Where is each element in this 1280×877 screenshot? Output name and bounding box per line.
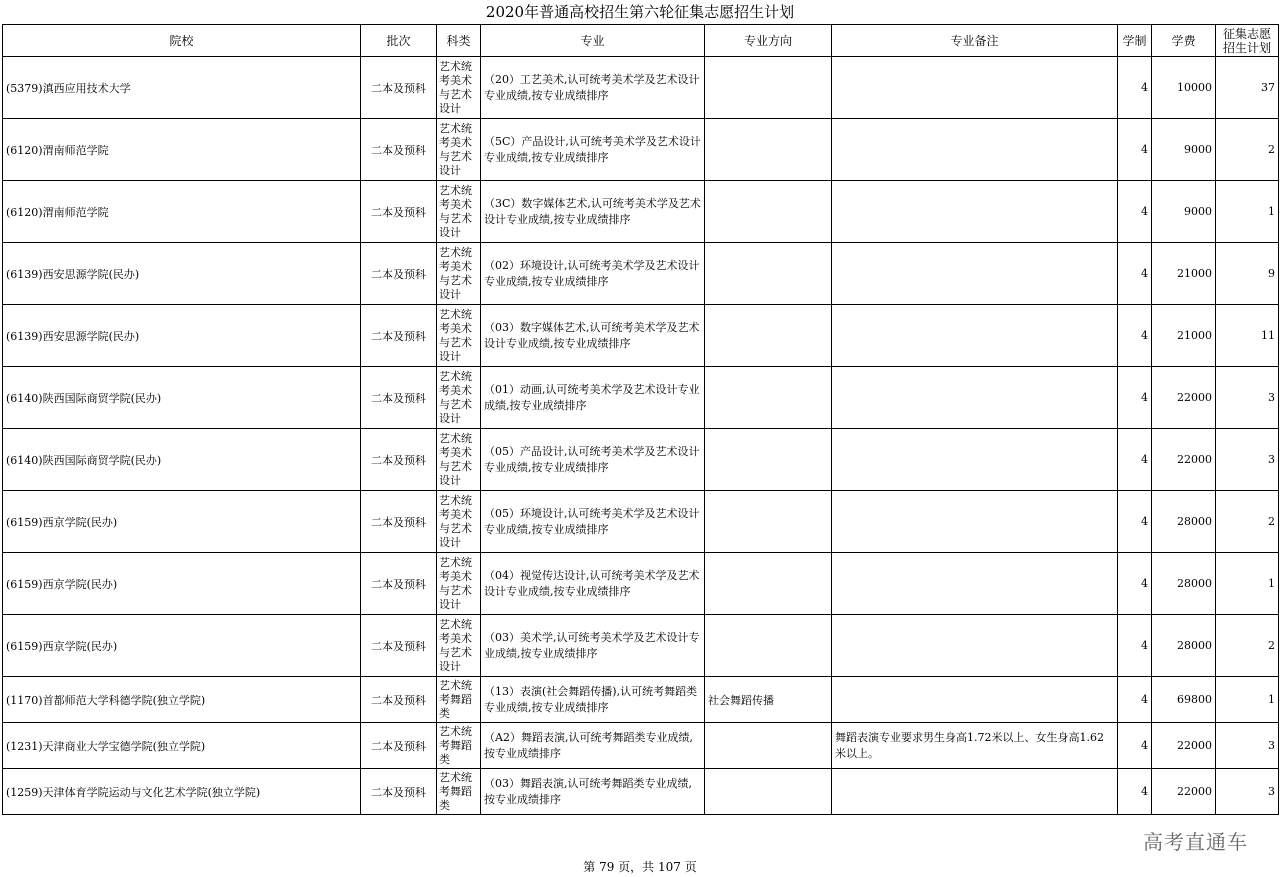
category-cell: 艺术统考美术与艺术设计 (437, 305, 481, 367)
plan-cell: 2 (1216, 615, 1279, 677)
header-category: 科类 (437, 25, 481, 57)
table-row (3, 677, 1279, 723)
major-cell: （05）产品设计,认可统考美术学及艺术设计专业成绩,按专业成绩排序 (481, 429, 705, 491)
category-cell: 艺术统考舞蹈类 (437, 769, 481, 815)
years-cell: 4 (1118, 367, 1152, 429)
major-cell: （13）表演(社会舞蹈传播),认可统考舞蹈类专业成绩,按专业成绩排序 (481, 677, 705, 723)
plan-cell: 1 (1216, 553, 1279, 615)
fee-cell: 22000 (1152, 769, 1216, 815)
plan-cell: 3 (1216, 723, 1279, 769)
batch-cell: 二本及预科 (361, 57, 437, 119)
fee-cell: 21000 (1152, 305, 1216, 367)
plan-cell: 3 (1216, 367, 1279, 429)
header-plan: 征集志愿招生计划 (1216, 25, 1279, 57)
batch-cell: 二本及预科 (361, 429, 437, 491)
major-cell: （05）环境设计,认可统考美术学及艺术设计专业成绩,按专业成绩排序 (481, 491, 705, 553)
direction-cell (705, 367, 832, 429)
years-cell: 4 (1118, 491, 1152, 553)
note-cell (832, 429, 1118, 491)
plan-cell: 1 (1216, 677, 1279, 723)
major-cell: （A2）舞蹈表演,认可统考舞蹈类专业成绩,按专业成绩排序 (481, 723, 705, 769)
note-cell (832, 553, 1118, 615)
category-cell: 艺术统考美术与艺术设计 (437, 181, 481, 243)
fee-cell: 21000 (1152, 243, 1216, 305)
school-cell: (6159)西京学院(民办) (3, 615, 361, 677)
major-cell: （5C）产品设计,认可统考美术学及艺术设计专业成绩,按专业成绩排序 (481, 119, 705, 181)
category-cell: 艺术统考舞蹈类 (437, 723, 481, 769)
direction-cell (705, 723, 832, 769)
years-cell: 4 (1118, 57, 1152, 119)
header-major: 专业 (481, 25, 705, 57)
page-footer: 第 79 页，共 107 页 (583, 860, 697, 874)
table-row (3, 119, 1279, 181)
years-cell: 4 (1118, 181, 1152, 243)
category-cell: 艺术统考美术与艺术设计 (437, 243, 481, 305)
watermark: 高考直通车 (1143, 830, 1248, 854)
table-body (3, 57, 1279, 815)
note-cell (832, 677, 1118, 723)
note-cell (832, 57, 1118, 119)
fee-cell: 22000 (1152, 367, 1216, 429)
school-cell: (1231)天津商业大学宝德学院(独立学院) (3, 723, 361, 769)
direction-cell (705, 57, 832, 119)
years-cell: 4 (1118, 769, 1152, 815)
table-row (3, 429, 1279, 491)
years-cell: 4 (1118, 119, 1152, 181)
plan-cell: 2 (1216, 119, 1279, 181)
header-direction: 专业方向 (705, 25, 832, 57)
plan-cell: 1 (1216, 181, 1279, 243)
note-cell (832, 181, 1118, 243)
table-row (3, 615, 1279, 677)
batch-cell: 二本及预科 (361, 305, 437, 367)
table-row (3, 57, 1279, 119)
page-title: 2020年普通高校招生第六轮征集志愿招生计划 (485, 3, 795, 21)
batch-cell: 二本及预科 (361, 243, 437, 305)
batch-cell: 二本及预科 (361, 553, 437, 615)
school-cell: (6140)陕西国际商贸学院(民办) (3, 367, 361, 429)
school-cell: (6140)陕西国际商贸学院(民办) (3, 429, 361, 491)
school-cell: (6139)西安思源学院(民办) (3, 305, 361, 367)
fee-cell: 69800 (1152, 677, 1216, 723)
admission-plan-table (2, 24, 1279, 815)
major-cell: （20）工艺美术,认可统考美术学及艺术设计专业成绩,按专业成绩排序 (481, 57, 705, 119)
batch-cell: 二本及预科 (361, 615, 437, 677)
major-cell: （03）舞蹈表演,认可统考舞蹈类专业成绩,按专业成绩排序 (481, 769, 705, 815)
school-cell: (6159)西京学院(民办) (3, 553, 361, 615)
header-fee: 学费 (1152, 25, 1216, 57)
plan-cell: 3 (1216, 769, 1279, 815)
years-cell: 4 (1118, 677, 1152, 723)
direction-cell (705, 553, 832, 615)
batch-cell: 二本及预科 (361, 181, 437, 243)
direction-cell: 社会舞蹈传播 (705, 677, 832, 723)
direction-cell (705, 119, 832, 181)
direction-cell (705, 429, 832, 491)
direction-cell (705, 615, 832, 677)
note-cell (832, 615, 1118, 677)
batch-cell: 二本及预科 (361, 119, 437, 181)
direction-cell (705, 491, 832, 553)
plan-cell: 11 (1216, 305, 1279, 367)
table-row (3, 769, 1279, 815)
fee-cell: 9000 (1152, 181, 1216, 243)
school-cell: (1170)首都师范大学科德学院(独立学院) (3, 677, 361, 723)
plan-cell: 9 (1216, 243, 1279, 305)
note-cell (832, 243, 1118, 305)
school-cell: (6120)渭南师范学院 (3, 181, 361, 243)
note-cell (832, 305, 1118, 367)
years-cell: 4 (1118, 429, 1152, 491)
years-cell: 4 (1118, 243, 1152, 305)
header-batch: 批次 (361, 25, 437, 57)
years-cell: 4 (1118, 615, 1152, 677)
direction-cell (705, 769, 832, 815)
major-cell: （03）数字媒体艺术,认可统考美术学及艺术设计专业成绩,按专业成绩排序 (481, 305, 705, 367)
category-cell: 艺术统考美术与艺术设计 (437, 57, 481, 119)
category-cell: 艺术统考舞蹈类 (437, 677, 481, 723)
header-years: 学制 (1118, 25, 1152, 57)
major-cell: （03）美术学,认可统考美术学及艺术设计专业成绩,按专业成绩排序 (481, 615, 705, 677)
batch-cell: 二本及预科 (361, 677, 437, 723)
batch-cell: 二本及预科 (361, 491, 437, 553)
years-cell: 4 (1118, 553, 1152, 615)
note-cell (832, 119, 1118, 181)
plan-cell: 37 (1216, 57, 1279, 119)
direction-cell (705, 243, 832, 305)
plan-cell: 3 (1216, 429, 1279, 491)
note-cell (832, 491, 1118, 553)
batch-cell: 二本及预科 (361, 367, 437, 429)
table-row (3, 305, 1279, 367)
category-cell: 艺术统考美术与艺术设计 (437, 119, 481, 181)
table-row (3, 553, 1279, 615)
category-cell: 艺术统考美术与艺术设计 (437, 491, 481, 553)
batch-cell: 二本及预科 (361, 769, 437, 815)
fee-cell: 28000 (1152, 553, 1216, 615)
header-note: 专业备注 (832, 25, 1118, 57)
note-cell (832, 367, 1118, 429)
table-row (3, 181, 1279, 243)
category-cell: 艺术统考美术与艺术设计 (437, 553, 481, 615)
years-cell: 4 (1118, 723, 1152, 769)
major-cell: （01）动画,认可统考美术学及艺术设计专业成绩,按专业成绩排序 (481, 367, 705, 429)
school-cell: (5379)滇西应用技术大学 (3, 57, 361, 119)
major-cell: （3C）数字媒体艺术,认可统考美术学及艺术设计专业成绩,按专业成绩排序 (481, 181, 705, 243)
direction-cell (705, 181, 832, 243)
category-cell: 艺术统考美术与艺术设计 (437, 429, 481, 491)
header-school: 院校 (3, 25, 361, 57)
years-cell: 4 (1118, 305, 1152, 367)
school-cell: (6159)西京学院(民办) (3, 491, 361, 553)
fee-cell: 22000 (1152, 429, 1216, 491)
school-cell: (6120)渭南师范学院 (3, 119, 361, 181)
fee-cell: 28000 (1152, 491, 1216, 553)
header-row (3, 25, 1279, 57)
table-row (3, 367, 1279, 429)
direction-cell (705, 305, 832, 367)
major-cell: （02）环境设计,认可统考美术学及艺术设计专业成绩,按专业成绩排序 (481, 243, 705, 305)
table-row (3, 491, 1279, 553)
school-cell: (1259)天津体育学院运动与文化艺术学院(独立学院) (3, 769, 361, 815)
batch-cell: 二本及预科 (361, 723, 437, 769)
table-row (3, 723, 1279, 769)
fee-cell: 28000 (1152, 615, 1216, 677)
plan-cell: 2 (1216, 491, 1279, 553)
fee-cell: 10000 (1152, 57, 1216, 119)
major-cell: （04）视觉传达设计,认可统考美术学及艺术设计专业成绩,按专业成绩排序 (481, 553, 705, 615)
school-cell: (6139)西安思源学院(民办) (3, 243, 361, 305)
note-cell (832, 769, 1118, 815)
table-row (3, 243, 1279, 305)
fee-cell: 22000 (1152, 723, 1216, 769)
category-cell: 艺术统考美术与艺术设计 (437, 367, 481, 429)
note-cell: 舞蹈表演专业要求男生身高1.72米以上、女生身高1.62米以上。 (832, 723, 1118, 769)
category-cell: 艺术统考美术与艺术设计 (437, 615, 481, 677)
fee-cell: 9000 (1152, 119, 1216, 181)
